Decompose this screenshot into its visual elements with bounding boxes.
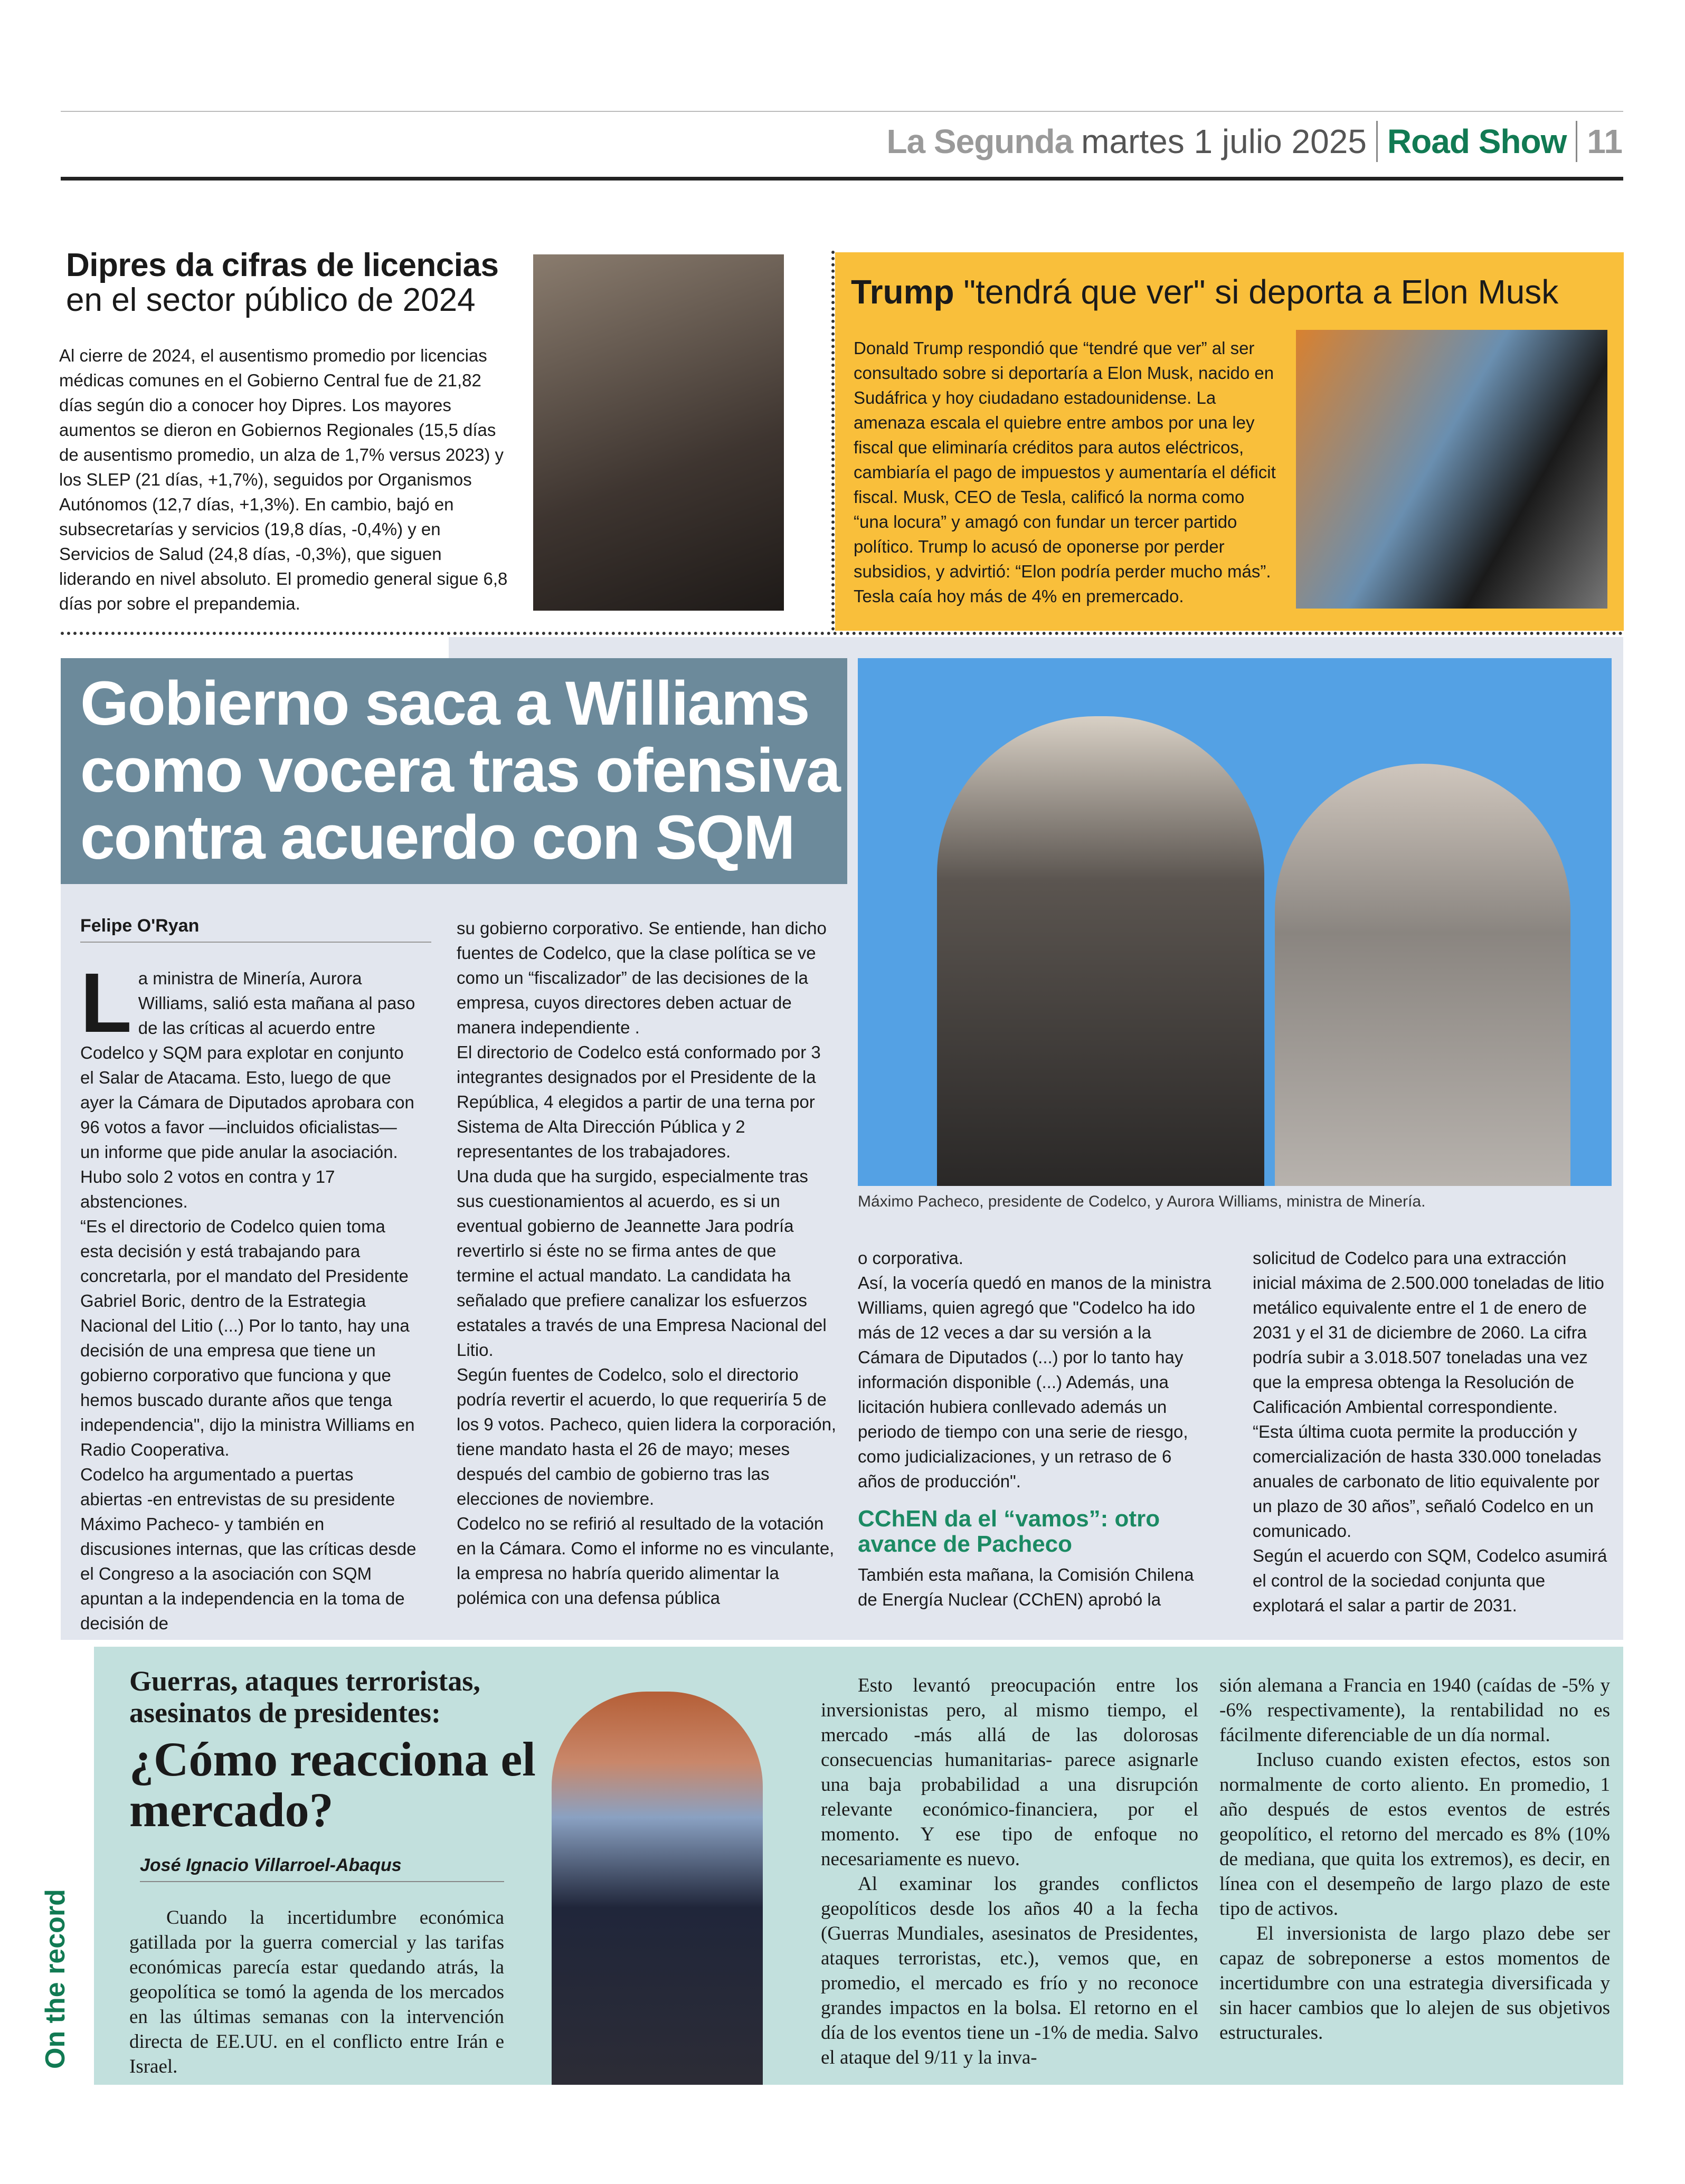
author-photo xyxy=(552,1692,763,2085)
paragraph: Codelco ha argumentado a puertas abiertas -en entrevistas de su presidente Máximo Pacheco- y también en discusiones internas, que las críticas desde el Congreso a la asociación con SQM apuntan a la independencia en la toma de decisión de xyxy=(80,1465,416,1633)
paragraph: Una duda que ha surgido, especialmente tras sus cuestionamientos al acuerdo, es si un eventual gobierno de Jeannette Jara podría revertirlo si éste no se firma antes de que termine el actual mandato. La candidata ha señalado que prefiere canalizar los esfuerzos estatales a través de una Empresa Nacional del Litio. xyxy=(457,1166,827,1360)
paragraph: El directorio de Codelco está conformado por 3 integrantes designados por el Presidente de la República, 4 elegidos a partir de una terna por Sistema de Alta Dirección Pública y 2 representantes de los trabajadores. xyxy=(457,1042,821,1161)
pacheco-cutout xyxy=(937,716,1264,1186)
paragraph: “Esta última cuota permite la producción y comercialización de hasta 330.000 toneladas anuales de carbonato de litio equivalente por un plazo de 30 años”, señaló Codelco en un comunicado. xyxy=(1253,1422,1602,1541)
masthead-rule xyxy=(61,177,1623,181)
column-divider xyxy=(831,251,835,631)
paragraph: Incluso cuando existen efectos, estos son normalmente de corto aliento. En promedio, 1 año después de estos eventos de estrés geopolítico, el retorno del mercado es 8% (10% de mediana, que quita los extremos), es decir, en línea con el desempeño de largo plazo de este tipo de activos. xyxy=(1219,1749,1610,1920)
paragraph: Cuando la incertidumbre económica gatillada por la guerra comercial y las tarifas económicas parecía estar quedando atrás, la geopolítica se tomó la agenda de los mercados en las últimas semanas con la intervención directa de EE.UU. en el conflicto entre Irán e Israel. xyxy=(129,1907,504,2077)
paragraph: Codelco no se refirió al resultado de la votación en la Cámara. Como el informe no es vinculante, la empresa no habría querido alimentar la polémica con una defensa pública xyxy=(457,1514,835,1608)
page-number: 11 xyxy=(1587,122,1623,160)
paragraph: sión alemana a Francia en 1940 (caídas de -5% y -6% respectivamente), la rentabilidad no es fácilmente diferenciable de un día normal. xyxy=(1219,1675,1610,1746)
dipres-body: Al cierre de 2024, el ausentismo promedio por licencias médicas comunes en el Gobierno Central fue de 21,82 días según dio a conocer hoy Dipres. Los mayores aumentos se dieron en Gobiernos Regionales (15,5 días de ausentismo promedio, un alza de 1,7% versus 2023) y los SLEP (21 días, +1,7%), seguidos por Organismos Autónomos (12,7 días, +1,3%). En cambio, bajó en subsecretarías y servicios (19,8 días, -0,4%) y en Servicios de Salud (24,8 días, -0,3%), que siguen liderando en nivel absoluto. El promedio general sigue 6,8 días por sobre el prepandemia. xyxy=(59,346,508,613)
opinion-kicker: Guerras, ataques terroristas, asesinatos de presidentes: xyxy=(129,1665,480,1729)
main-column-3 xyxy=(858,1246,1211,1612)
main-column-1 xyxy=(80,955,418,1636)
photo-caption: Máximo Pacheco, presidente de Codelco, y Aurora Williams, ministra de Minería. xyxy=(858,1193,1426,1210)
paragraph: Según el acuerdo con SQM, Codelco asumirá el control de la sociedad conjunta que explotará el salar a partir de 2031. xyxy=(1253,1546,1607,1615)
dipres-headline xyxy=(66,248,520,318)
trump-body: Donald Trump respondió que “tendré que ver” al ser consultado sobre si deportaría a Elon Musk, nacido en Sudáfrica y hoy ciudadano estadounidense. La amenaza escala el quiebre entre ambos por una ley fiscal que eliminaría créditos para autos eléctricos, cambiaría el pago de impuestos y aumentaría el déficit fiscal. Musk, CEO de Tesla, calificó la norma como “una locura” y amagó con fundar un tercer partido político. Trump lo acusó de oponerse por perder subsidios, y advirtió: “Elon podría perder mucho más”. Tesla caía hoy más de 4% en premercado. xyxy=(854,338,1276,606)
main-headline: Gobierno saca a Williams como vocera tras ofensiva contra acuerdo con SQM xyxy=(80,669,840,872)
top-rule xyxy=(61,111,1623,112)
paragraph: Al examinar los grandes conflictos geopolíticos desde los años 40 a la fecha (Guerras Mundiales, asesinatos de Presidentes, ataques terroristas, etc.), vemos que, en promedio, el mercado es frío y no reconoce grandes impactos en la bolsa. El retorno en el día de los eventos tiene un -1% de media. Salvo el ataque del 9/11 y la inva- xyxy=(821,1873,1198,2068)
section-divider xyxy=(61,632,1623,635)
on-the-record-label: On the record xyxy=(40,1889,71,2069)
masthead-divider xyxy=(1576,121,1577,162)
newspaper-name: La Segunda xyxy=(886,122,1073,160)
subheading: CChEN da el “vamos”: otro avance de Pacheco xyxy=(858,1506,1160,1557)
paragraph: Así, la vocería quedó en manos de la ministra Williams, quien agregó que "Codelco ha ido más de 12 veces a dar su versión a la Cámara de Diputados (...) por lo tanto hay información disponible (...) Además, una licitación hubiera conllevado además un periodo de tiempo con una serie de riesgo, como judicializaciones, y un retraso de 6 años de producción". xyxy=(858,1273,1211,1491)
masthead xyxy=(886,115,1623,168)
opinion-column-2 xyxy=(821,1673,1198,2070)
masthead-divider xyxy=(1376,121,1378,162)
opinion-column-1 xyxy=(129,1905,504,2079)
williams-cutout xyxy=(1275,764,1570,1186)
paragraph: “Es el directorio de Codelco quien toma esta decisión y está trabajando para concretarla, por el mandato del Presidente Gabriel Boric, dentro de la Estrategia Nacional del Litio (...) Por lo tanto, hay una decisión de una empresa que tiene un gobierno corporativo que funciona y que hemos buscado durante años que tenga independencia", dijo la ministra Williams en Radio Cooperativa. xyxy=(80,1217,415,1459)
section-name: Road Show xyxy=(1387,122,1567,160)
opinion-title: ¿Cómo reacciona el mercado? xyxy=(129,1732,536,1837)
paragraph: También esta mañana, la Comisión Chilena de Energía Nuclear (CChEN) aprobó la xyxy=(858,1565,1194,1609)
trump-headline-bold: Trump xyxy=(851,273,954,311)
pacheco-williams-photo xyxy=(858,658,1612,1186)
opinion-column-3 xyxy=(1219,1673,1610,2045)
dipres-headline-rest: en el sector público de 2024 xyxy=(66,282,476,318)
trump-headline xyxy=(851,272,1616,312)
paragraph: El inversionista de largo plazo debe ser capaz de sobreponerse a estos momentos de incertidumbre con una estrategia diversificada y sin hacer cambios que lo alejen de sus objetivos estructurales. xyxy=(1219,1923,1610,2044)
main-byline: Felipe O'Ryan xyxy=(80,916,431,943)
paragraph: Esto levantó preocupación entre los inversionistas pero, al mismo tiempo, el mercado -más allá de las dolorosas consecuencias humanitarias- parece asignarle una baja probabilidad a una disrupción relevante económico-financiera, por el momento. Y ese tipo de enfoque no necesariamente es nuevo. xyxy=(821,1675,1198,1870)
opinion-author: José Ignacio Villarroel-Abaqus xyxy=(140,1855,504,1882)
dipres-photo xyxy=(533,254,784,611)
dipres-headline-bold: Dipres da cifras de licencias xyxy=(66,247,499,283)
trump-headline-rest: "tendrá que ver" si deporta a Elon Musk xyxy=(954,273,1559,311)
paragraph: su gobierno corporativo. Se entiende, han dicho fuentes de Codelco, que la clase política se ve como un “fiscalizador” de las decisiones de la empresa, cuyos directores deben actuar de manera independiente . xyxy=(457,918,827,1037)
paragraph: o corporativa. xyxy=(858,1248,963,1268)
paragraph: a ministra de Minería, Aurora Williams, salió esta mañana al paso de las críticas al acuerdo entre Codelco y SQM para explotar en conjunto el Salar de Atacama. Esto, luego de que ayer la Cámara de Diputados aprobara con 96 votos a favor —incluidos oficialistas— un informe que pide anular la asociación. Hubo solo 2 votos en contra y 17 abstenciones. xyxy=(80,968,415,1211)
paragraph: solicitud de Codelco para una extracción inicial máxima de 2.500.000 toneladas de litio metálico equivalente entre el 1 de enero de 2031 y el 31 de diciembre de 2060. La cifra podría subir a 3.018.507 toneladas una vez que la empresa obtenga la Resolución de Calificación Ambiental correspondiente. xyxy=(1253,1248,1604,1417)
panel-notch xyxy=(61,637,449,658)
main-column-4 xyxy=(1253,1246,1612,1618)
main-column-2 xyxy=(457,916,837,1610)
musk-photo xyxy=(1296,330,1607,609)
issue-date: martes 1 julio 2025 xyxy=(1081,122,1367,160)
drop-cap: L xyxy=(80,955,132,1050)
paragraph: Según fuentes de Codelco, solo el directorio podría revertir el acuerdo, lo que requeriría 5 de los 9 votos. Pacheco, quien lidera la corporación, tiene mandato hasta el 26 de mayo; meses después del cambio de gobierno tras las elecciones de noviembre. xyxy=(457,1365,837,1508)
